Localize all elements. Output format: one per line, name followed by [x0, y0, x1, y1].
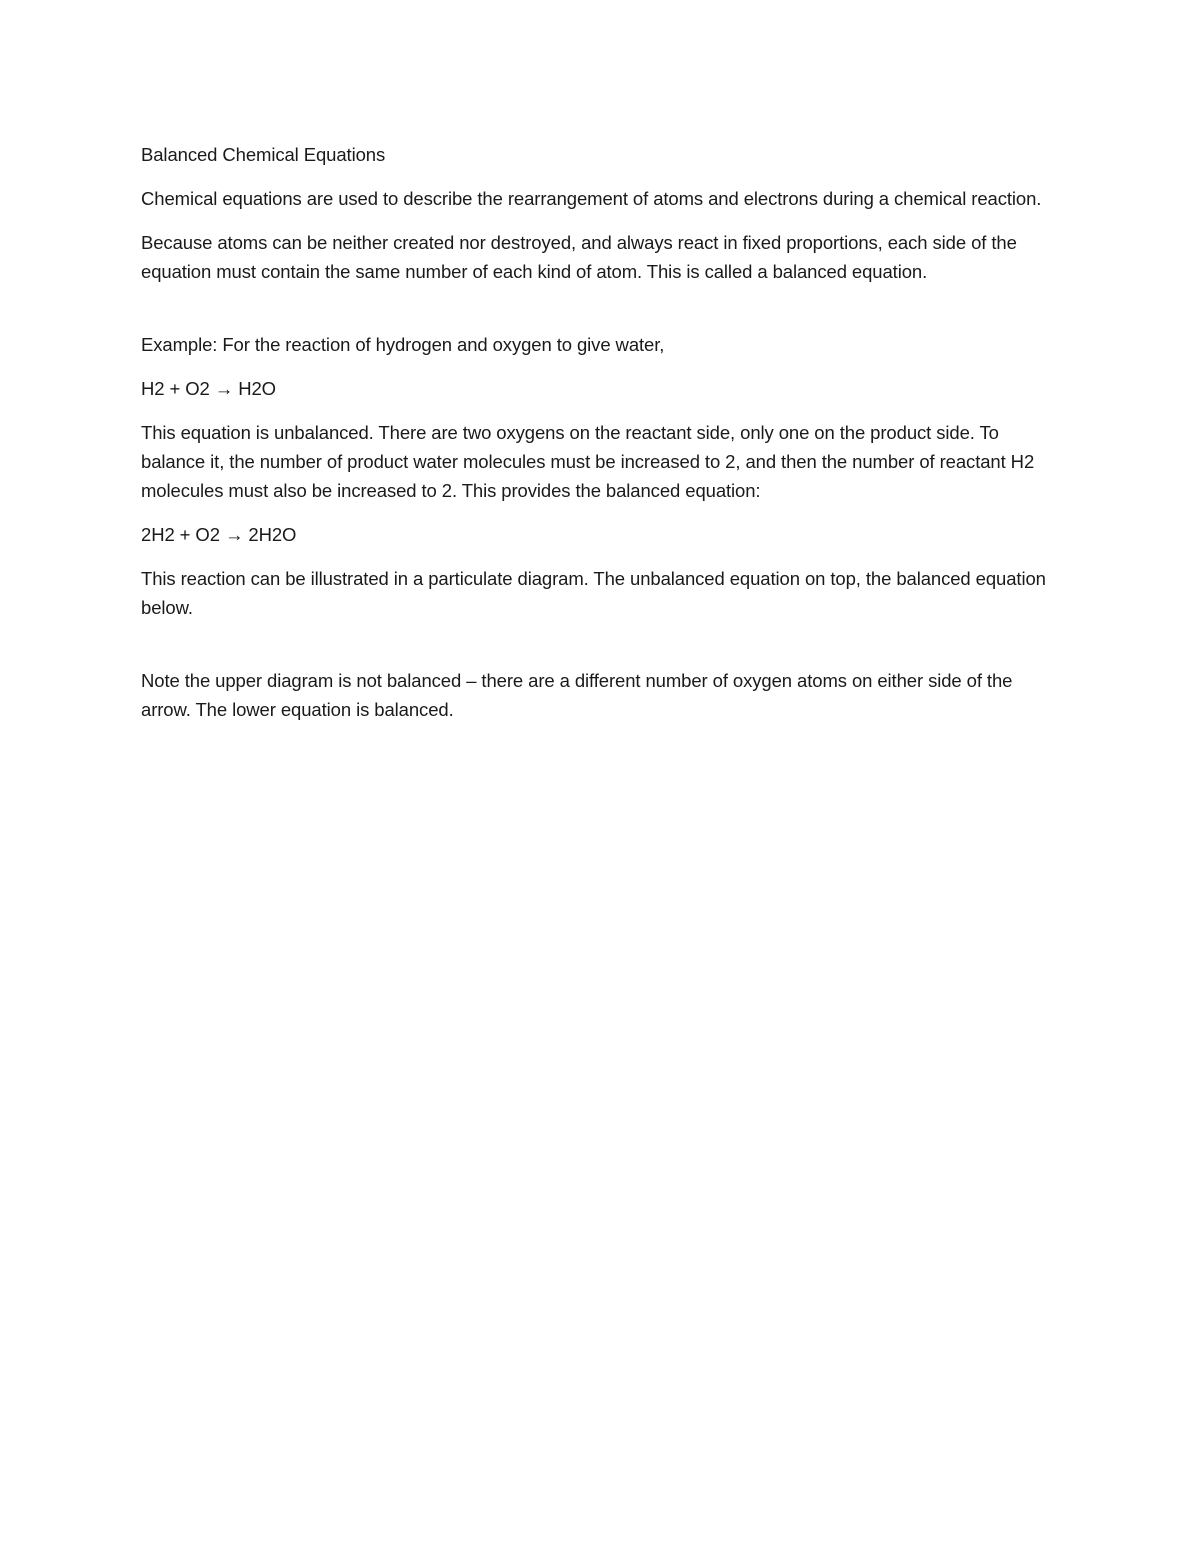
document-body	[141, 140, 1061, 739]
paragraph-note: Note the upper diagram is not balanced – there are a different number of oxygen atoms on either side of the arrow. The lower equation is balanced.	[141, 670, 1013, 720]
paragraph-diagram-intro: This reaction can be illustrated in a particulate diagram. The unbalanced equation on top, the balanced equation below.	[141, 568, 1046, 618]
document-title: Balanced Chemical Equations	[141, 144, 386, 165]
paragraph-conservation: Because atoms can be neither created nor destroyed, and always react in fixed proportions, each side of the equation must contain the same number of each kind of atom. This is called a balanced equation.	[141, 232, 1017, 282]
blank-line	[141, 637, 1061, 666]
balanced-equation: 2H2 + O2 → 2H2O	[141, 524, 297, 545]
unbalanced-equation: H2 + O2 → H2O	[141, 378, 276, 399]
paragraph-explanation: This equation is unbalanced. There are two oxygens on the reactant side, only one on the product side. To balance it, the number of product water molecules must be increased to 2, and then the number of reactant H2 molecules must also be increased to 2. This provides the balanced equation:	[141, 422, 1035, 501]
paragraph-example: Example: For the reaction of hydrogen and oxygen to give water,	[141, 334, 665, 355]
blank-line	[141, 301, 1061, 330]
paragraph-intro: Chemical equations are used to describe the rearrangement of atoms and electrons during a chemical reaction.	[141, 188, 1042, 209]
